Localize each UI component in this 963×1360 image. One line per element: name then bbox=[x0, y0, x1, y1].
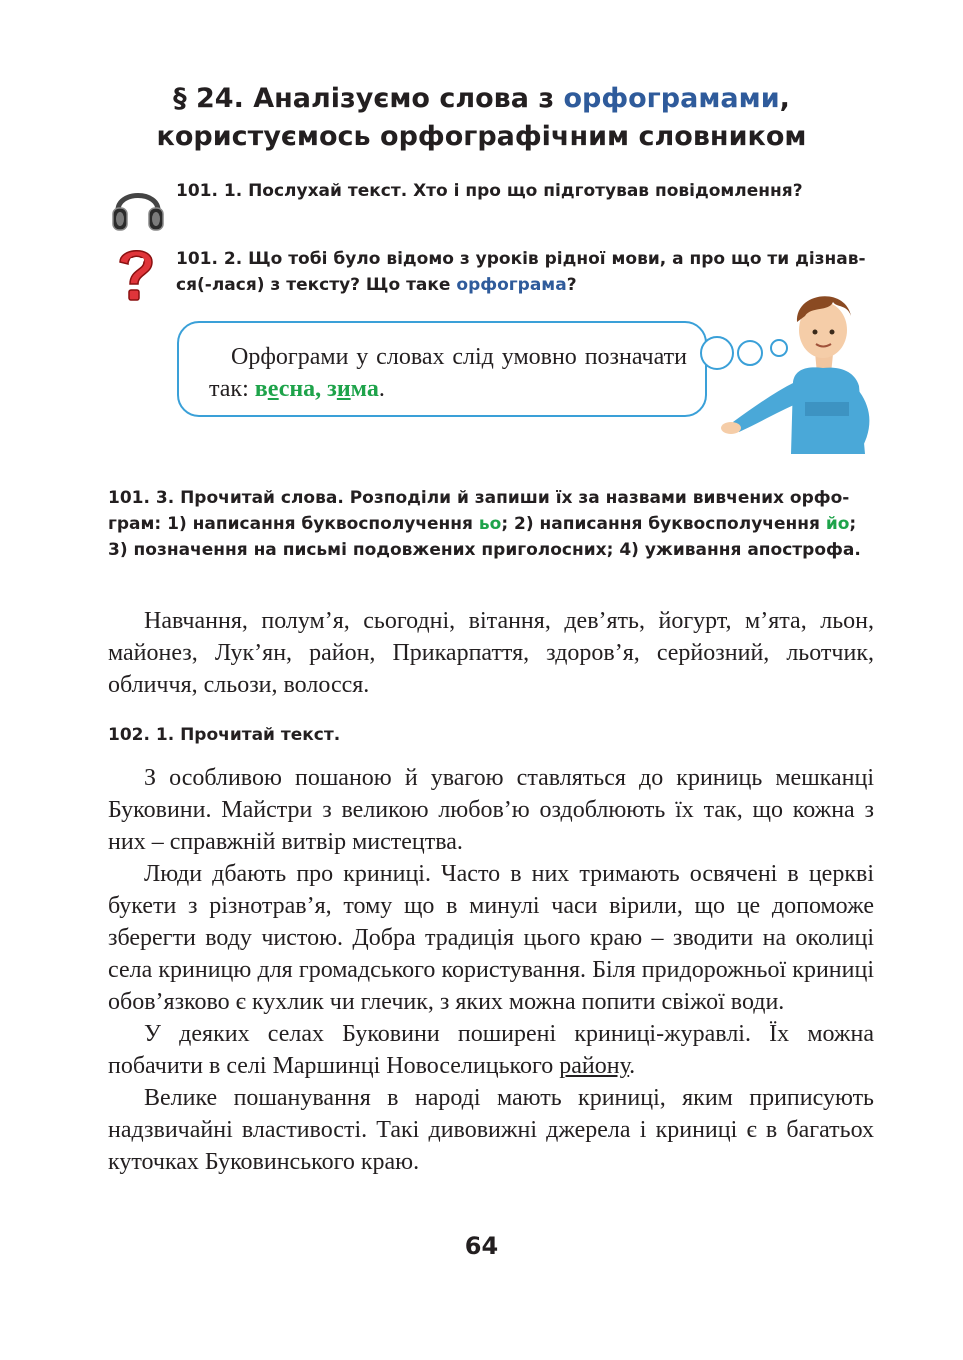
paragraph-1: З особливою пошаною й увагою ставляться до криниць мешканці Буковини. Майстри з великою любов’ю оздоблюють їх так, що кожна з них – справжній витвір мистецтва. bbox=[108, 765, 874, 855]
page-number: 64 bbox=[464, 1232, 499, 1260]
speech-bubble bbox=[177, 321, 707, 417]
title-line-2: користуємось орфографічним словником bbox=[156, 121, 807, 152]
ex2-b: ма bbox=[350, 376, 379, 402]
paragraph-3 bbox=[108, 1018, 874, 1082]
task-101-3-hl1: ьо bbox=[478, 514, 502, 534]
task-101-3-text-a: 101. 3. Прочитай слова. Розподіли й запиши їх за назвами вивчених орфограм: 1) написання буквосполучення bbox=[108, 488, 850, 534]
task-101-2-text: 101. 2. Що тобі було відомо з уроків рідної мови, а про що ти дізнався(-лася) з тексту? Що таке bbox=[176, 249, 866, 295]
title-highlight: орфограмами bbox=[563, 83, 780, 114]
page-title bbox=[0, 80, 963, 156]
ex1-u: е bbox=[267, 376, 279, 402]
title-comma: , bbox=[779, 83, 790, 114]
task-101-3 bbox=[108, 485, 876, 563]
task-101-2-end: ? bbox=[566, 275, 577, 295]
ex1-a: в bbox=[254, 376, 268, 402]
paragraph-2: Люди дбають про криниці. Часто в них тримають освячені в церкві букети з різнотрав’я, тому що в минулі часи вірили, що це допоможе зберегти воду чистою. Добра традиція цього краю – зводити на околиці села криницю для громадського користування. Біля придорожньої криниці обов’язково є кухлик чи глечик, з яких можна попити свіжої води. bbox=[108, 861, 874, 1015]
ex1-b: сна bbox=[278, 376, 316, 402]
paragraph-3-underlined: району bbox=[559, 1053, 630, 1079]
question-icon bbox=[112, 244, 160, 306]
task-101-1: 101. 1. Послухай текст. Хто і про що підготував повідомлення? bbox=[176, 181, 803, 201]
example-word-1 bbox=[255, 376, 379, 402]
headphones-icon bbox=[110, 180, 166, 232]
task-101-3-text-b: ; 2) написання буквосполучення bbox=[501, 514, 826, 534]
reading-text bbox=[108, 762, 874, 1178]
ex2-a: з bbox=[327, 376, 337, 402]
boy-illustration bbox=[705, 282, 885, 454]
word-list: Навчання, полум’я, сьогодні, вітання, дев’ять, йогурт, м’ята, льон, майонез, Лук’ян, район, Прикарпаття, здоров’я, серйозний, льотчик, обличчя, сльози, волосся. bbox=[108, 608, 874, 698]
bubble-end: . bbox=[378, 376, 385, 402]
bubble-main-text: Орфограми у словах слід умовно позначати так: bbox=[209, 344, 687, 402]
task-101-3-text-c: ; 3) позначення на письмі подовжених приголосних; 4) уживання апострофа. bbox=[108, 514, 861, 560]
title-text: § 24. Аналізуємо слова з bbox=[173, 83, 564, 114]
paragraph-3-a: У деяких селах Буковини поширені криниці-журавлі. Їх можна побачити в селі Маршинці Новоселицького bbox=[108, 1021, 874, 1079]
task-101-2-highlight: орфограма bbox=[456, 275, 567, 295]
ex-sep: , bbox=[315, 376, 328, 402]
task-101-3-hl2: йо bbox=[825, 514, 850, 534]
paragraph-3-b: . bbox=[629, 1053, 636, 1079]
task-102-1: 102. 1. Прочитай текст. bbox=[108, 725, 341, 745]
paragraph-4: Велике пошанування в народі мають криниці, яким приписують надзвичайні властивості. Такі дивовижні джерела і криниці є в багатьох куточках Буковинського краю. bbox=[108, 1085, 874, 1175]
ex2-u: и bbox=[336, 376, 351, 402]
bubble-text bbox=[209, 341, 687, 405]
